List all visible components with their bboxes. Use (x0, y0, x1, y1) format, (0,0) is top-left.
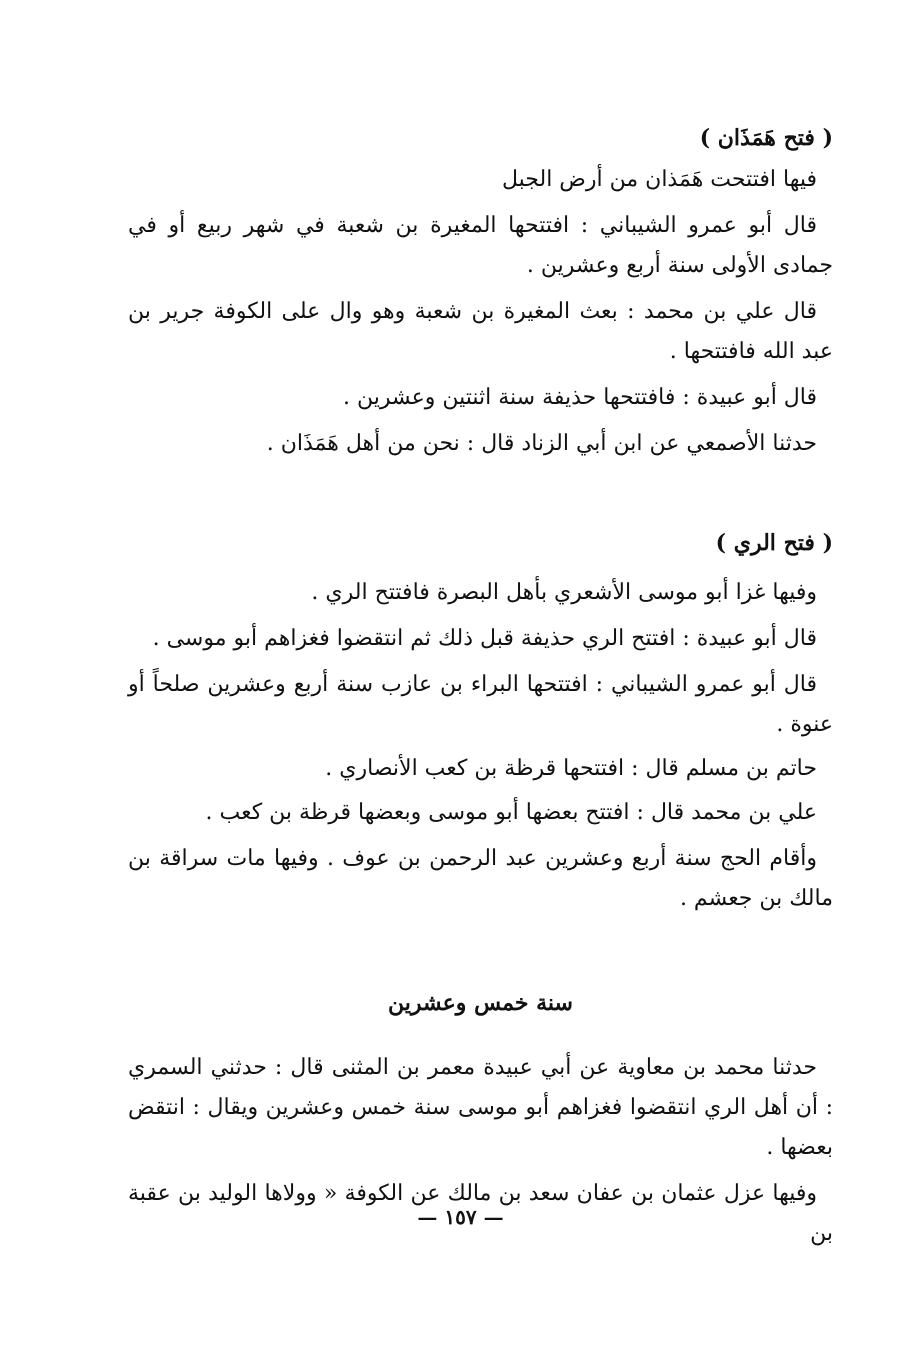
paragraph: فيها افتتحت هَمَذان من أرض الجبل (502, 167, 817, 192)
section-heading: ( فتح هَمَذَان ) (699, 125, 833, 151)
paragraph: حدثنا محمد بن معاوية عن أبي عبيدة معمر بن المثنى قال : حدثني السمري : أن أهل الري انتقضوا فغزاهم أبو موسى سنة خمس وعشرين ويقال : انتقض بعضها . (128, 1055, 833, 1160)
paragraph: حاتم بن مسلم قال : افتتحها قرظة بن كعب الأنصاري . (325, 756, 817, 781)
paragraph: حدثنا الأصمعي عن ابن أبي الزناد قال : نحن من أهل هَمَذَان . (266, 431, 817, 456)
paragraph: وأقام الحج سنة أربع وعشرين عبد الرحمن بن عوف . وفيها مات سراقة بن مالك بن جعشم . (128, 846, 833, 911)
section-fath-alrayy (128, 523, 833, 919)
paragraph: قال علي بن محمد : بعث المغيرة بن شعبة وهو وال على الكوفة جرير بن عبد الله فافتتحها . (128, 299, 833, 364)
page-number: — ١٥٧ — (417, 1205, 504, 1229)
paragraph: قال أبو عمرو الشيباني : افتتحها البراء بن عازب سنة أربع وعشرين صلحاً أو عنوة . (128, 672, 833, 737)
paragraph: وفيها غزا أبو موسى الأشعري بأهل البصرة فافتتح الري . (311, 580, 817, 605)
paragraph: علي بن محمد قال : افتتح بعضها أبو موسى وبعضها قرظة بن كعب . (205, 800, 817, 825)
paragraph: وفيها عزل عثمان بن عفان سعد بن مالك عن الكوفة « وولاها الوليد بن عقبة بن (128, 1181, 833, 1246)
section-fath-hamadhan (128, 118, 833, 464)
paragraph: قال أبو عبيدة : فافتتحها حذيفة سنة اثنتين وعشرين . (342, 385, 817, 410)
paragraph: قال أبو عبيدة : افتتح الري حذيفة قبل ذلك ثم انتقضوا فغزاهم أبو موسى . (152, 626, 817, 651)
paragraph: قال أبو عمرو الشيباني : افتتحها المغيرة بن شعبة في شهر ربيع أو في جمادى الأولى سنة أربع وعشرين . (128, 213, 833, 278)
section-heading: ( فتح الري ) (715, 530, 833, 556)
year-title: سنة خمس وعشرين (388, 990, 573, 1016)
